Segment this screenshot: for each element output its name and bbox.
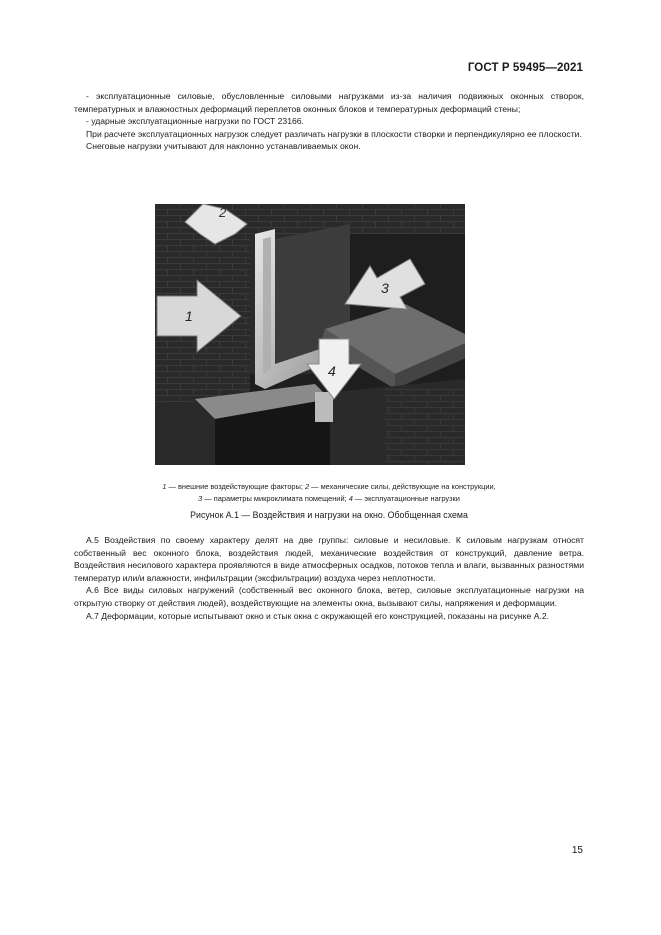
legend-number-1: 1 bbox=[162, 482, 167, 491]
paragraph-a7: А.7 Деформации, которые испытывают окно и стык окна с окружающей его конструкцией, показаны на рисунке А.2. bbox=[86, 610, 549, 621]
legend-line-1 bbox=[74, 481, 584, 493]
paragraph-a6: А.6 Все виды силовых нагружений (собственный вес оконного блока, ветер, силовые эксплуатационные нагрузки на открытую створку от действия людей), воздействующие на элементы окна, вызывают силы, напряжения и деформации. bbox=[74, 585, 584, 608]
arrow-label-3: 3 bbox=[381, 280, 389, 296]
arrow-label-2: 2 bbox=[219, 205, 227, 220]
figure-a1-image bbox=[155, 204, 465, 465]
legend-text-1: — внешние воздействующие факторы; bbox=[166, 482, 305, 491]
window-loads-diagram bbox=[155, 204, 465, 465]
legend-number-2: 2 bbox=[304, 482, 310, 491]
paragraph-a5: А.5 Воздействия по своему характеру делят на две группы: силовые и несиловые. К силовым нагрузкам относят собственный вес оконного блока, воздействия людей, механические воздействия от конструкций, давление ветра. Воздействия несилового характера проявляются в виде атмосферных осадков, потоков тепла и влаги, вызванных разностями температур или/и влажности, инфильтрации (эксфильтрации) воздуха через неплотности. bbox=[74, 535, 584, 583]
arrow-label-4: 4 bbox=[328, 363, 336, 379]
standard-header: ГОСТ Р 59495—2021 bbox=[467, 62, 583, 74]
intro-text bbox=[74, 90, 584, 153]
paragraph-snow-loads: Снеговые нагрузки учитывают для наклонно устанавливаемых окон. bbox=[86, 141, 361, 152]
legend-line-2 bbox=[74, 493, 584, 505]
legend-number-4: 4 bbox=[348, 493, 353, 503]
paragraph-operational-forces: - эксплуатационные силовые, обусловленные силовыми нагрузками из-за наличия подвижных оконных створок, температурных и влажностных деформаций переплетов оконных блоков и температурных деформаций стены; bbox=[74, 91, 584, 114]
body-text bbox=[74, 534, 584, 622]
page-number: 15 bbox=[571, 845, 583, 856]
paragraph-load-calculation: При расчете эксплуатационных нагрузок следует различать нагрузки в плоскости створки и перпендикулярно ее плоскости. bbox=[86, 128, 582, 139]
legend-text-3: — параметры микроклимата помещений; bbox=[202, 493, 349, 503]
figure-legend bbox=[74, 481, 584, 504]
figure-caption: Рисунок А.1 — Воздействия и нагрузки на окно. Обобщенная схема bbox=[190, 510, 468, 520]
legend-text-4: — эксплуатационные нагрузки bbox=[352, 493, 460, 503]
arrow-label-1: 1 bbox=[185, 308, 193, 324]
paragraph-impact-loads: - ударные эксплуатационные нагрузки по ГОСТ 23166. bbox=[86, 116, 304, 127]
legend-number-3: 3 bbox=[198, 493, 203, 503]
legend-text-2: — механические силы, действующие на конструкции, bbox=[309, 482, 496, 491]
